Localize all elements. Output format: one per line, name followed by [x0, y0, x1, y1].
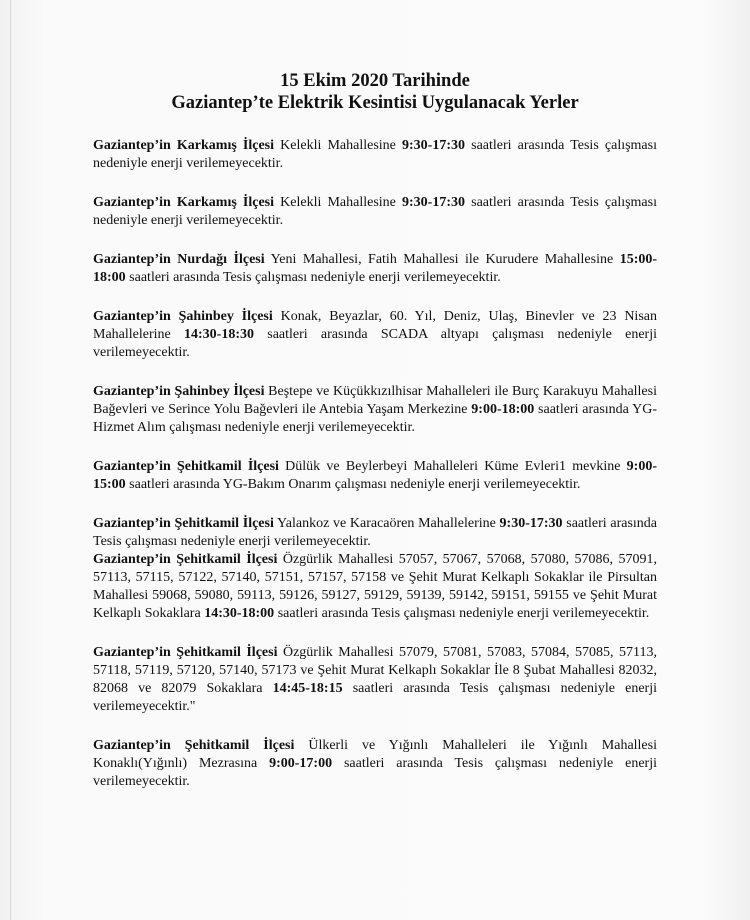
time-range: 14:45-18:15: [272, 681, 343, 696]
location-text: Kelekli Mahallesine: [274, 138, 403, 153]
reason-text: saatleri arasında SCADA altyapı çalışması nedeniyle enerji verilemeyecektir.: [93, 327, 657, 360]
location-text: Kelekli Mahallesine: [274, 195, 403, 210]
title-line-2: Gaziantep’te Elektrik Kesintisi Uygulanacak Yerler: [171, 93, 579, 113]
page-edge-shadow: [10, 0, 11, 920]
reason-text: saatleri arasında Tesis çalışması nedeniyle enerji verilemeyecektir.": [93, 681, 657, 714]
time-range: 9:00-18:00: [471, 402, 535, 417]
outage-paragraph-9: [93, 644, 657, 716]
reason-text: saatleri arasında Tesis çalışması nedeniyle enerji verilemeyecektir.: [93, 516, 658, 549]
outage-paragraph-2: [93, 194, 657, 230]
location-text: Yeni Mahallesi, Fatih Mahallesi ile Kurudere Mahallesine: [264, 252, 620, 267]
outage-paragraph-8: [93, 551, 657, 623]
location-text: Yalankoz ve Karacaören Mahallelerine: [273, 516, 500, 531]
district-name: Gaziantep’in Şehitkamil İlçesi: [93, 516, 274, 531]
reason-text: saatleri arasında Tesis çalışması nedeniyle enerji verilemeyecektir.: [93, 138, 657, 171]
location-text: Ülkerli ve Yığınlı Mahalleleri ile Yığınlı Mahallesi Konaklı(Yığınlı) Mezrasına: [93, 738, 657, 771]
time-range: 14:30-18:00: [204, 606, 275, 621]
outage-paragraph-6: [93, 458, 657, 494]
reason-text: saatleri arasında Tesis çalışması nedeniyle enerji verilemeyecektir.: [93, 195, 657, 228]
district-name: Gaziantep’in Şehitkamil İlçesi: [93, 459, 279, 474]
reason-text: saatleri arasında Tesis çalışması nedeniyle enerji verilemeyecektir.: [274, 606, 650, 621]
outage-paragraph-1: [93, 137, 657, 173]
location-text: Dülük ve Beylerbeyi Mahalleleri Küme Evleri1 mevkine: [278, 459, 627, 474]
outage-paragraph-5: [93, 383, 657, 437]
time-range: 9:00-15:00: [93, 459, 657, 492]
district-name: Gaziantep’in Şehitkamil İlçesi: [93, 738, 295, 753]
location-text: Özgürlik Mahallesi 57079, 57081, 57083, 57084, 57085, 57113, 57118, 57119, 57120, 57140, 57173 ve Şehit Murat Kelkaplı Sokaklar İle 8 Şubat Mahallesi 82032, 82068 ve 82079 Sokaklara: [93, 645, 657, 696]
time-range: 9:00-17:00: [269, 756, 333, 771]
time-range: 9:30-17:30: [402, 138, 466, 153]
district-name: Gaziantep’in Şehitkamil İlçesi: [93, 645, 278, 660]
district-name: Gaziantep’in Şahinbey İlçesi: [93, 309, 273, 324]
time-range: 9:30-17:30: [499, 516, 563, 531]
outage-paragraph-10: [93, 737, 657, 791]
location-text: Özgürlik Mahallesi 57057, 57067, 57068, 57080, 57086, 57091, 57113, 57115, 57122, 57140, 57151, 57157, 57158 ve Şehit Murat Kelkaplı Sokaklar ile Pirsultan Mahallesi 59068, 59080, 59113, 59126, 59127, 59129, 59139, 59142, 59151, 59155 ve Şehit Murat Kelkaplı Sokaklara: [93, 552, 657, 621]
district-name: Gaziantep’in Karkamış İlçesi: [93, 195, 275, 210]
time-range: 14:30-18:30: [184, 327, 254, 342]
district-name: Gaziantep’in Şehitkamil İlçesi: [93, 552, 278, 567]
reason-text: saatleri arasında Tesis çalışması nedeniyle enerji verilemeyecektir.: [125, 270, 501, 285]
outage-paragraph-3: [93, 251, 657, 287]
reason-text: saatleri arasında Tesis çalışması nedeniyle enerji verilemeyecektir.: [93, 756, 657, 789]
reason-text: saatleri arasında YG-Bakım Onarım çalışması nedeniyle enerji verilemeyecektir.: [125, 477, 581, 492]
outage-paragraph-7: [93, 515, 657, 551]
district-name: Gaziantep’in Şahinbey İlçesi: [93, 384, 265, 399]
time-range: 15:00-18:00: [93, 252, 658, 285]
location-text: Konak, Beyazlar, 60. Yıl, Deniz, Ulaş, Binevler ve 23 Nisan Mahallelerine: [93, 309, 657, 342]
document-body: [93, 137, 657, 812]
location-text: Beştepe ve Küçükkızılhisar Mahalleleri ile Burç Karakuyu Mahallesi Bağevleri ve Serince Yolu Bağevleri ile Antebia Yaşam Merkezine: [93, 384, 657, 417]
district-name: Gaziantep’in Nurdağı İlçesi: [93, 252, 265, 267]
district-name: Gaziantep’in Karkamış İlçesi: [93, 138, 275, 153]
outage-paragraph-4: [93, 308, 657, 362]
time-range: 9:30-17:30: [402, 195, 466, 210]
reason-text: saatleri arasında YG-Hizmet Alım çalışması nedeniyle enerji verilemeyecektir.: [93, 402, 657, 435]
document-title: [0, 70, 750, 114]
title-line-1: 15 Ekim 2020 Tarihinde: [280, 71, 470, 91]
